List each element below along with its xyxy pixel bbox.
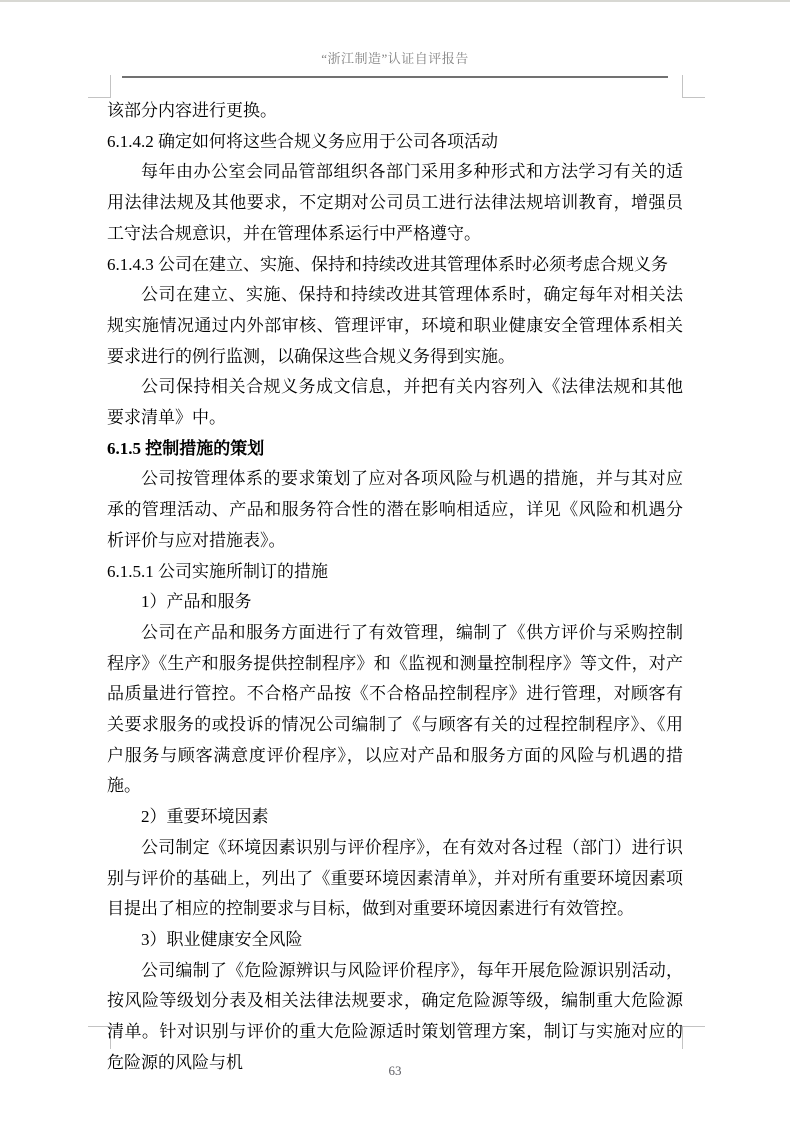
section-heading-6142: 6.1.4.2 确定如何将这些合规义务应用于公司各项活动 (107, 131, 498, 151)
text-boundary-mark-bottom-right (682, 1026, 705, 1049)
list-item-2: 2）重要环境因素 (141, 807, 269, 827)
body-paragraph: 公司编制了《危险源辨识与风险评价程序》，每年开展危险源识别活动，按风险等级划分表及相关法律法规要求，确定危险源等级，编制重大危险源清单。针对识别与评价的重大危险源适时策划管理方案，制订与实施对应的危险源的风险与机 (107, 960, 683, 1072)
text-boundary-mark-top-right (682, 75, 705, 98)
list-item-3: 3）职业健康安全风险 (141, 929, 303, 949)
text-boundary-mark-top-left (88, 75, 111, 98)
page-number: 63 (388, 1063, 402, 1078)
header-title: “浙江制造”认证自评报告 (321, 51, 469, 66)
document-body (107, 96, 683, 1079)
body-paragraph: 公司按管理体系的要求策划了应对各项风险与机遇的措施，并与其对应承的管理活动、产品和服务符合性的潜在影响相适应，详见《风险和机遇分析评价与应对措施表》。 (107, 469, 683, 550)
section-heading-615: 6.1.5 控制措施的策划 (107, 438, 265, 458)
list-item-1: 1）产品和服务 (141, 592, 252, 612)
body-paragraph: 每年由办公室会同品管部组织各部门采用多种形式和方法学习有关的适用法律法规及其他要求，不定期对公司员工进行法律法规培训教育，增强员工守法合规意识，并在管理体系运行中严格遵守。 (107, 162, 683, 243)
body-paragraph: 公司保持相关合规义务成文信息，并把有关内容列入《法律法规和其他要求清单》中。 (107, 377, 683, 428)
section-heading-6143: 6.1.4.3 公司在建立、实施、保持和持续改进其管理体系时必须考虑合规义务 (107, 254, 668, 274)
body-paragraph: 公司制定《环境因素识别与评价程序》，在有效对各过程（部门）进行识别与评价的基础上，列出了《重要环境因素清单》，并对所有重要环境因素项目提出了相应的控制要求与目标，做到对重要环境因素进行有效管控。 (107, 837, 683, 919)
paragraph-continuation: 该部分内容进行更换。 (107, 101, 277, 120)
body-paragraph: 公司在建立、实施、保持和持续改进其管理体系时，确定每年对相关法规实施情况通过内外部审核、管理评审，环境和职业健康安全管理体系相关要求进行的例行监测，以确保这些合规义务得到实施。 (107, 285, 683, 366)
body-paragraph: 公司在产品和服务方面进行了有效管理，编制了《供方评价与采购控制程序》《生产和服务提供控制程序》和《监视和测量控制程序》等文件，对产品质量进行管控。不合格产品按《不合格品控制程序》进行管理，对顾客有关要求服务的或投诉的情况公司编制了《与顾客有关的过程控制程序》、《用户服务与顾客满意度评价程序》，以应对产品和服务方面的风险与机遇的措施。 (107, 622, 683, 796)
page-header (122, 0, 668, 78)
section-heading-6151: 6.1.5.1 公司实施所制订的措施 (107, 561, 328, 581)
